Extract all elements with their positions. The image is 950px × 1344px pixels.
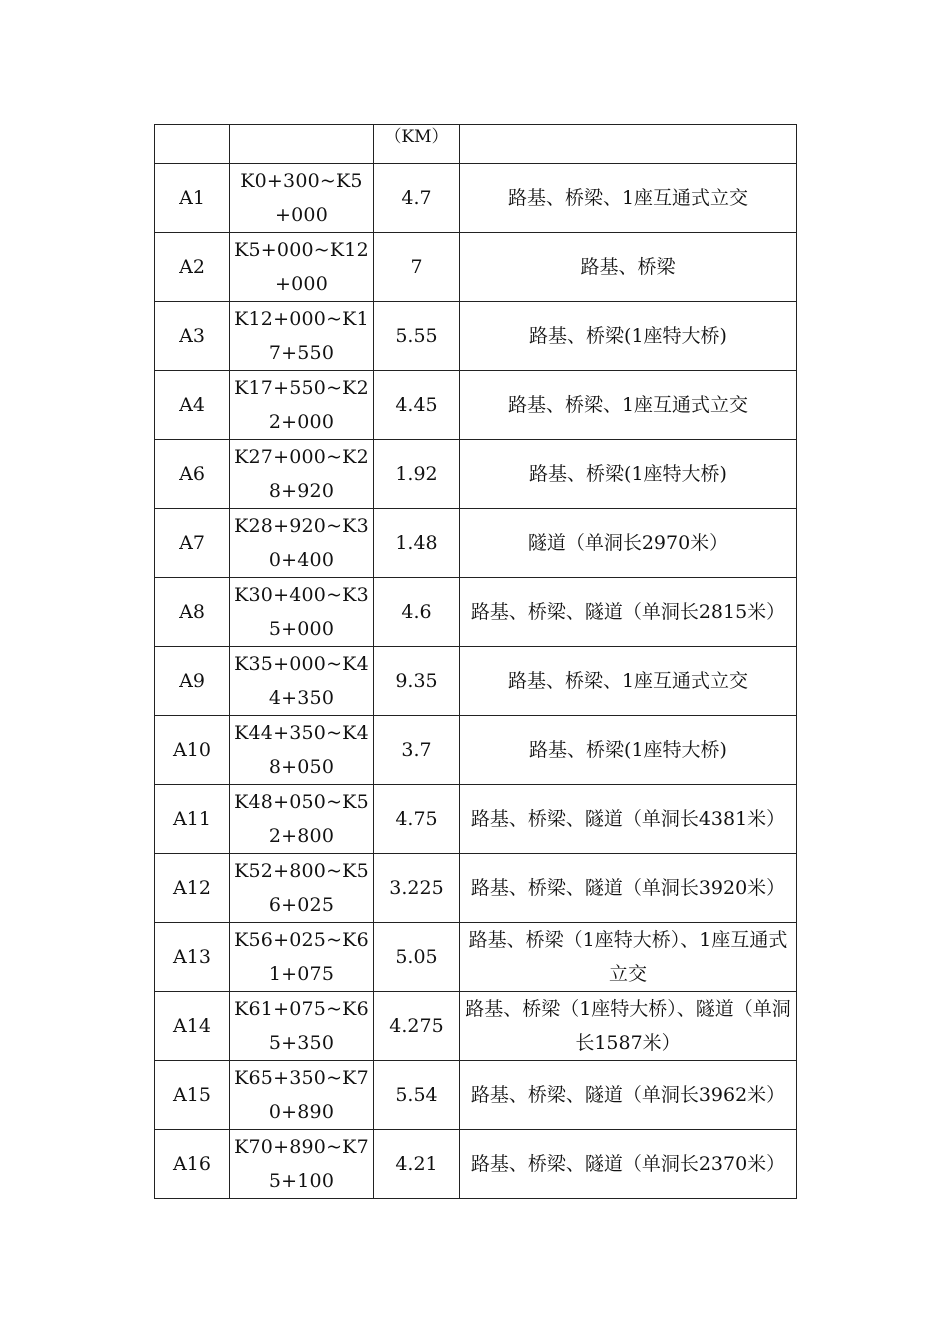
section-cell: A4 [155,371,230,440]
table-row [155,647,797,716]
section-cell: A2 [155,233,230,302]
section-cell: A7 [155,509,230,578]
mileage-cell: K48+050~K52+800 [230,785,374,854]
section-cell: A12 [155,854,230,923]
length-cell: 4.45 [374,371,460,440]
section-cell: A11 [155,785,230,854]
content-cell: 路基、桥梁、1座互通式立交 [460,164,797,233]
content-cell: 路基、桥梁、隧道（单洞长3920米） [460,854,797,923]
header-cell-section [155,125,230,164]
table-row [155,164,797,233]
table-row [155,854,797,923]
length-cell: 3.225 [374,854,460,923]
content-cell: 路基、桥梁（1座特大桥）、隧道（单洞长1587米） [460,992,797,1061]
length-cell: 4.6 [374,578,460,647]
length-cell: 7 [374,233,460,302]
length-cell: 9.35 [374,647,460,716]
mileage-cell: K35+000~K44+350 [230,647,374,716]
mileage-cell: K70+890~K75+100 [230,1130,374,1199]
content-cell: 路基、桥梁(1座特大桥) [460,716,797,785]
length-cell: 5.54 [374,1061,460,1130]
mileage-cell: K65+350~K70+890 [230,1061,374,1130]
table-row [155,1061,797,1130]
content-cell: 路基、桥梁、隧道（单洞长4381米） [460,785,797,854]
length-cell: 1.92 [374,440,460,509]
mileage-cell: K30+400~K35+000 [230,578,374,647]
length-cell: 4.7 [374,164,460,233]
header-cell-mileage [230,125,374,164]
length-cell: 4.75 [374,785,460,854]
content-cell: 路基、桥梁（1座特大桥）、1座互通式立交 [460,923,797,992]
table-row [155,992,797,1061]
content-cell: 路基、桥梁(1座特大桥) [460,302,797,371]
table-row [155,440,797,509]
section-cell: A6 [155,440,230,509]
mileage-cell: K5+000~K12+000 [230,233,374,302]
table-row [155,302,797,371]
section-cell: A1 [155,164,230,233]
mileage-cell: K12+000~K17+550 [230,302,374,371]
content-cell: 路基、桥梁、隧道（单洞长2370米） [460,1130,797,1199]
table-row [155,233,797,302]
content-cell: 路基、桥梁、隧道（单洞长3962米） [460,1061,797,1130]
section-cell: A14 [155,992,230,1061]
header-cell-length-unit: （KM） [374,125,460,164]
header-cell-content [460,125,797,164]
section-cell: A13 [155,923,230,992]
section-cell: A3 [155,302,230,371]
table-row [155,578,797,647]
length-cell: 3.7 [374,716,460,785]
length-cell: 5.55 [374,302,460,371]
table-body [155,125,797,1199]
section-cell: A9 [155,647,230,716]
content-cell: 隧道（单洞长2970米） [460,509,797,578]
table-row [155,371,797,440]
mileage-cell: K44+350~K48+050 [230,716,374,785]
section-cell: A15 [155,1061,230,1130]
length-cell: 1.48 [374,509,460,578]
table-row [155,509,797,578]
mileage-cell: K28+920~K30+400 [230,509,374,578]
content-cell: 路基、桥梁、1座互通式立交 [460,371,797,440]
table-row [155,716,797,785]
mileage-cell: K27+000~K28+920 [230,440,374,509]
content-cell: 路基、桥梁(1座特大桥) [460,440,797,509]
length-cell: 4.275 [374,992,460,1061]
table-row [155,1130,797,1199]
content-cell: 路基、桥梁、1座互通式立交 [460,647,797,716]
content-cell: 路基、桥梁 [460,233,797,302]
length-cell: 5.05 [374,923,460,992]
content-cell: 路基、桥梁、隧道（单洞长2815米） [460,578,797,647]
mileage-cell: K0+300~K5+000 [230,164,374,233]
mileage-cell: K17+550~K22+000 [230,371,374,440]
length-cell: 4.21 [374,1130,460,1199]
mileage-cell: K61+075~K65+350 [230,992,374,1061]
section-cell: A10 [155,716,230,785]
mileage-cell: K52+800~K56+025 [230,854,374,923]
section-cell: A16 [155,1130,230,1199]
table-header-row [155,125,797,164]
table-row [155,785,797,854]
section-cell: A8 [155,578,230,647]
table-row [155,923,797,992]
mileage-cell: K56+025~K61+075 [230,923,374,992]
sections-table [154,124,797,1199]
